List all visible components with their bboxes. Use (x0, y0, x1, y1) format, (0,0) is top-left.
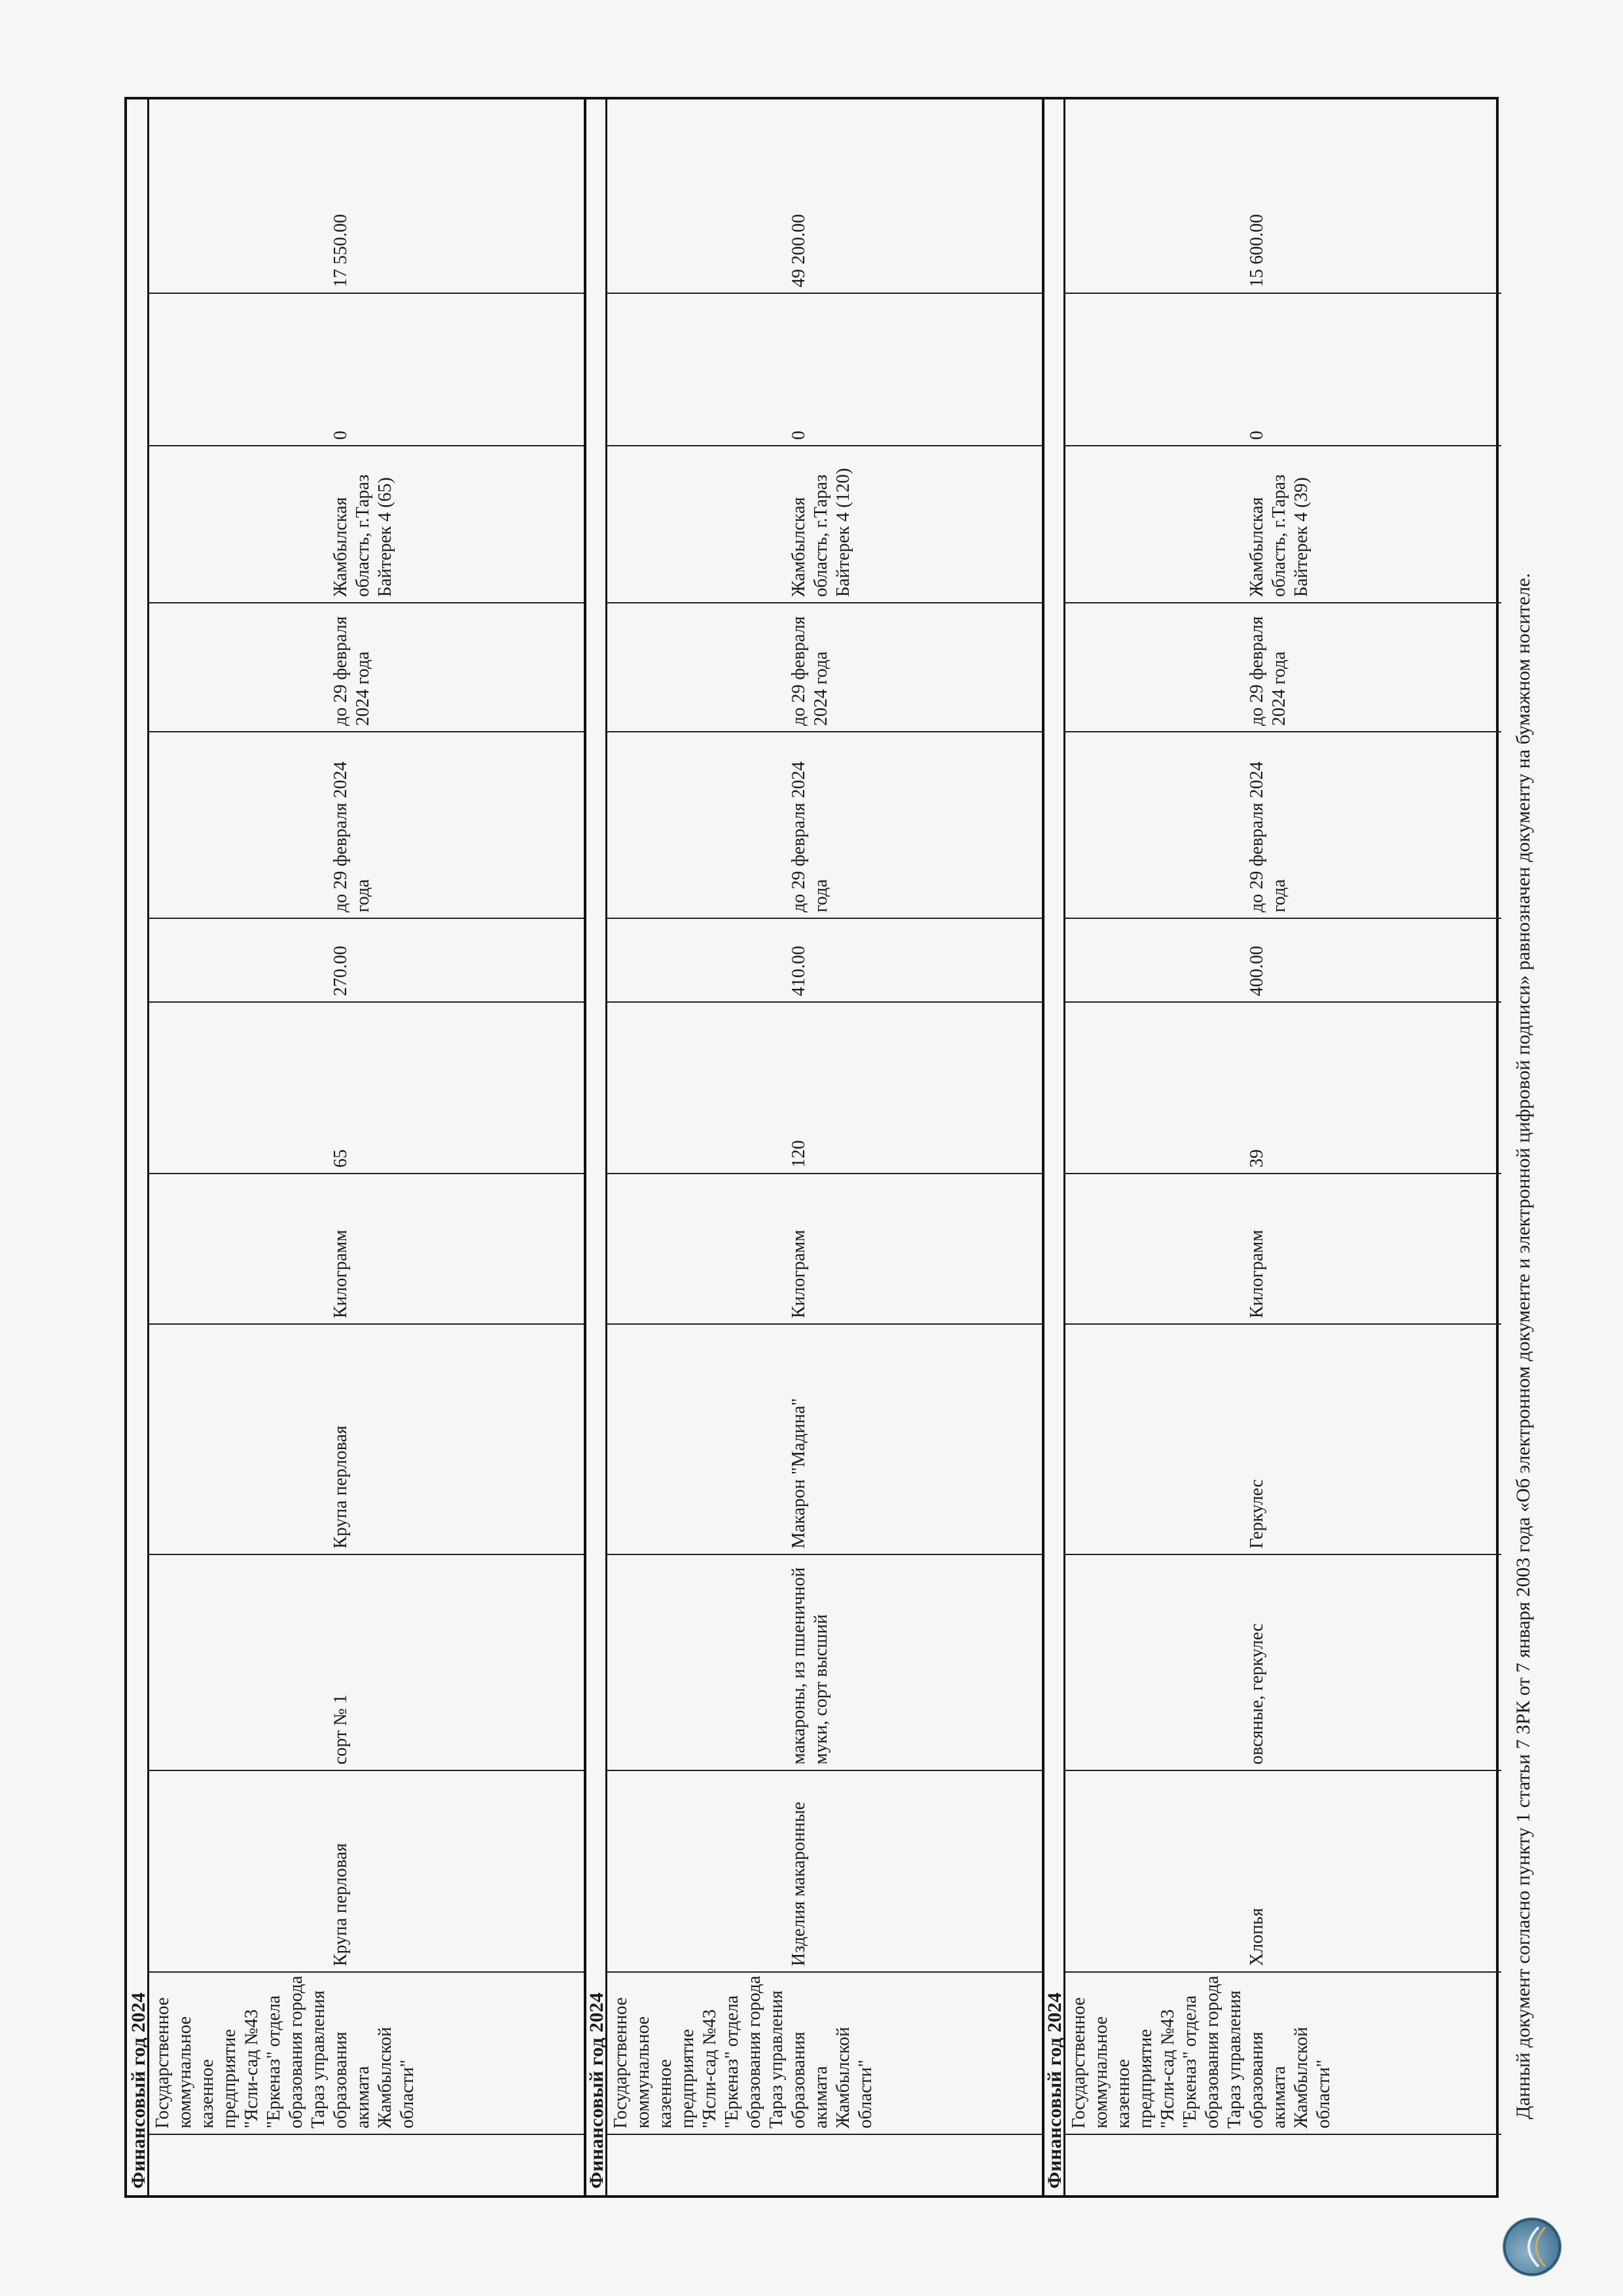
cell-delivery-term-2 (1065, 603, 1501, 732)
cell-advance (607, 294, 1043, 446)
fiscal-year-row (1043, 99, 1065, 2195)
fiscal-year-row (127, 99, 149, 2195)
cell-customer (607, 1973, 1043, 2135)
place-text: Жамбылская область, г.Тараз Байтерек 4 (65) (330, 474, 395, 597)
fiscal-year-section (1043, 99, 1501, 2195)
qty-text: 65 (330, 1149, 351, 1168)
procurement-table (124, 97, 1499, 2198)
cell-customer (1065, 1973, 1501, 2135)
characteristic-text: сорт № 1 (330, 1694, 351, 1765)
fiscal-year-label: Финансовый год 2024 (586, 1992, 607, 2189)
cell-characteristic (1065, 1555, 1501, 1771)
sum-text: 17 550.00 (330, 214, 351, 287)
sum-text: 15 600.00 (1247, 214, 1267, 287)
fiscal-year-label: Финансовый год 2024 (1044, 1992, 1065, 2189)
unit-text: Килограмм (330, 1230, 351, 1318)
cell-additional (149, 1325, 585, 1555)
cell-index (1065, 2135, 1501, 2195)
additional-text: Крупа перловая (330, 1426, 351, 1549)
advance-text: 0 (789, 431, 809, 440)
cell-customer (149, 1973, 585, 2135)
table-row (149, 99, 585, 2195)
qty-text: 39 (1247, 1149, 1267, 1168)
cell-advance (149, 294, 585, 446)
cell-place (1065, 446, 1501, 603)
cell-unit (607, 1174, 1043, 1325)
egov-seal-icon (1503, 2217, 1561, 2276)
additional-text: Геркулес (1247, 1479, 1267, 1549)
cell-index (607, 2135, 1043, 2195)
name-text: Хлопья (1247, 1908, 1267, 1966)
cell-advance (1065, 294, 1501, 446)
cell-delivery-term (149, 732, 585, 919)
cell-price (607, 919, 1043, 1003)
customer-text: Государственное коммунальное казенное предприятие "Ясли-сад №43 "Еркеназ" отдела образования города Тараз управления образования акимата Жамбылской области" (611, 1975, 876, 2128)
cell-additional (1065, 1325, 1501, 1555)
delivery-term-text: до 29 февраля 2024 года (789, 761, 831, 912)
cell-name (1065, 1771, 1501, 1973)
cell-place (607, 446, 1043, 603)
cell-unit (1065, 1174, 1501, 1325)
cell-qty (149, 1003, 585, 1174)
additional-text: Макарон "Мадина" (789, 1398, 809, 1549)
fiscal-year-section (127, 99, 585, 2195)
characteristic-text: овсяные, геркулес (1247, 1623, 1267, 1765)
delivery-term-text: до 29 февраля 2024 года (1247, 761, 1289, 912)
delivery-term-2-text: до 29 февраля 2024 года (789, 616, 831, 726)
section-separator (584, 99, 586, 2195)
footer-text: Данный документ согласно пункту 1 статьи 7 ЗРК от 7 января 2003 года «Об электронном документе и электронной цифровой подписи» равнозначен документу на бумажном носителе. (1512, 573, 1534, 2119)
table-row (607, 99, 1043, 2195)
fiscal-year-section (585, 99, 1043, 2195)
cell-sum (607, 99, 1043, 294)
cell-name (149, 1771, 585, 1973)
cell-place (149, 446, 585, 603)
name-text: Крупа перловая (330, 1843, 351, 1966)
cell-price (149, 919, 585, 1003)
cell-characteristic (149, 1555, 585, 1771)
place-text: Жамбылская область, г.Тараз Байтерек 4 (39) (1247, 474, 1311, 597)
delivery-term-2-text: до 29 февраля 2024 года (330, 616, 373, 726)
price-text: 400.00 (1247, 946, 1267, 996)
cell-qty (607, 1003, 1043, 1174)
name-text: Изделия макаронные (789, 1801, 809, 1966)
delivery-term-2-text: до 29 февраля 2024 года (1247, 616, 1289, 726)
qty-text: 120 (789, 1140, 809, 1168)
cell-delivery-term-2 (149, 603, 585, 732)
fiscal-year-label: Финансовый год 2024 (128, 1992, 149, 2189)
advance-text: 0 (1247, 431, 1267, 440)
customer-text: Государственное коммунальное казенное предприятие "Ясли-сад №43 "Еркеназ" отдела образования города Тараз управления образования акимата Жамбылской области" (152, 1975, 418, 2128)
cell-delivery-term (607, 732, 1043, 919)
unit-text: Килограмм (1247, 1230, 1267, 1318)
price-text: 270.00 (330, 946, 351, 996)
cell-name (607, 1771, 1043, 1973)
customer-text: Государственное коммунальное казенное предприятие "Ясли-сад №43 "Еркеназ" отдела образования города Тараз управления образования акимата Жамбылской области" (1069, 1975, 1334, 2128)
cell-unit (149, 1174, 585, 1325)
unit-text: Килограмм (789, 1230, 809, 1318)
cell-qty (1065, 1003, 1501, 1174)
cell-price (1065, 919, 1501, 1003)
sum-text: 49 200.00 (789, 214, 809, 287)
price-text: 410.00 (789, 946, 809, 996)
cell-sum (1065, 99, 1501, 294)
characteristic-text: макароны, из пшеничной муки, сорт высший (789, 1567, 831, 1765)
place-text: Жамбылская область, г.Тараз Байтерек 4 (120) (789, 468, 853, 597)
cell-index (149, 2135, 585, 2195)
fiscal-year-row (585, 99, 607, 2195)
cell-delivery-term (1065, 732, 1501, 919)
cell-additional (607, 1325, 1043, 1555)
section-separator (1042, 99, 1044, 2195)
egov-seal-graphic (1503, 2217, 1561, 2276)
delivery-term-text: до 29 февраля 2024 года (330, 761, 373, 912)
cell-characteristic (607, 1555, 1043, 1771)
table-row (1065, 99, 1501, 2195)
cell-sum (149, 99, 585, 294)
advance-text: 0 (330, 431, 351, 440)
cell-delivery-term-2 (607, 603, 1043, 732)
